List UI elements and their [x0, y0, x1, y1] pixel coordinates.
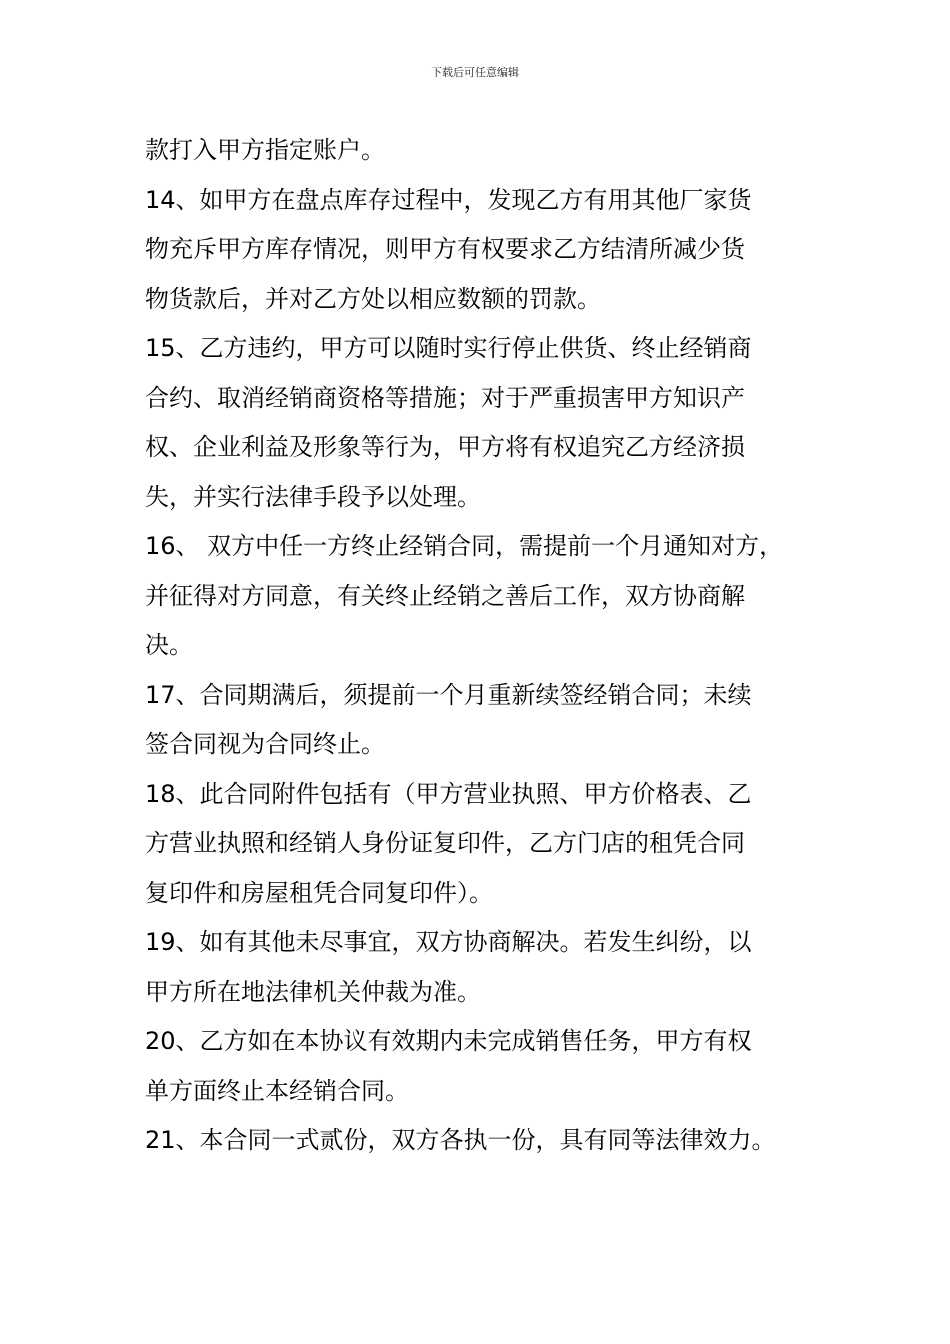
text-line: 决。 [145, 631, 193, 659]
text-line: 单方面终止本经销合同。 [145, 1076, 409, 1105]
text-line: 款打入甲方指定账户。 [145, 136, 385, 164]
text-line: 16、 双方中任一方终止经销合同，需提前一个月通知对方， [145, 532, 784, 560]
text-line: 权、企业利益及形象等行为，甲方将有权追究乙方经济损 [145, 433, 745, 461]
text-line: 21、本合同一式贰份，双方各执一份，具有同等法律效力。 [145, 1126, 776, 1154]
contract-body [145, 126, 820, 1166]
text-line: 19、如有其他未尽事宜，双方协商解决。若发生纠纷，以 [145, 928, 752, 956]
text-line: 物货款后，并对乙方处以相应数额的罚款。 [145, 284, 601, 313]
text-line: 甲方所在地法律机关仲裁为准。 [145, 977, 481, 1006]
text-line: 14、如甲方在盘点库存过程中，发现乙方有用其他厂家货 [145, 185, 752, 214]
text-line: 18、此合同附件包括有（甲方营业执照、甲方价格表、乙 [145, 779, 752, 808]
text-line: 物充斥甲方库存情况，则甲方有权要求乙方结清所减少货 [145, 235, 745, 263]
text-line: 并征得对方同意，有关终止经销之善后工作，双方协商解 [145, 581, 745, 610]
text-line: 签合同视为合同终止。 [145, 730, 385, 758]
page-header-note: 下载后可任意编辑 [431, 66, 519, 79]
text-line: 17、合同期满后，须提前一个月重新续签经销合同；未续 [145, 680, 752, 709]
text-line: 失，并实行法律手段予以处理。 [145, 482, 481, 511]
text-line: 复印件和房屋租凭合同复印件）。 [145, 878, 493, 907]
text-line: 方营业执照和经销人身份证复印件，乙方门店的租凭合同 [145, 829, 745, 857]
text-line: 20、乙方如在本协议有效期内未完成销售任务，甲方有权 [145, 1027, 752, 1055]
text-line: 15、乙方违约，甲方可以随时实行停止供货、终止经销商 [145, 334, 752, 362]
text-line: 合约、取消经销商资格等措施；对于严重损害甲方知识产 [145, 383, 745, 412]
